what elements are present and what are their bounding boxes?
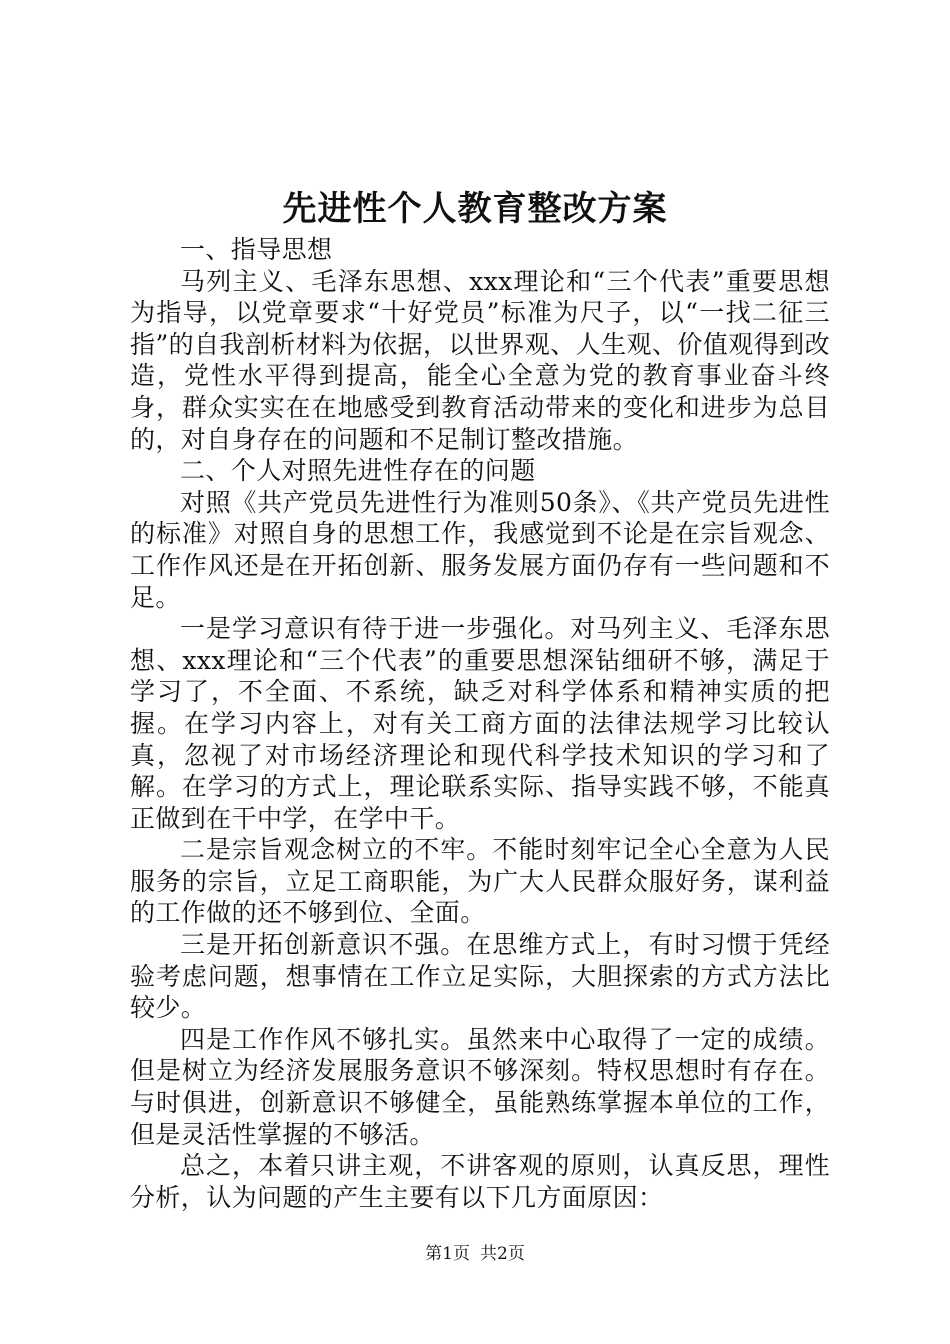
paragraph-problem-innovation: 三是开拓创新意识不强。在思维方式上，有时习惯于凭经验考虑问题，想事情在工作立足实际，大胆探索的方式方法比较少。 [130, 930, 830, 1023]
section-heading-guiding-ideology: 一、指导思想 [180, 235, 333, 264]
paragraph-problems-intro: 对照《共产党员先进性行为准则50条》、《共产党员先进性的标准》对照自身的思想工作，我感觉到不论是在宗旨观念、工作作风还是在开拓创新、服务发展方面仍存有一些问题和不足。 [130, 487, 830, 612]
page-number: 第1页 [425, 1244, 470, 1264]
document-title: 先进性个人教育整改方案 [282, 189, 668, 229]
page-total: 共2页 [480, 1244, 525, 1264]
page-footer [0, 1242, 950, 1266]
paragraph-problem-purpose: 二是宗旨观念树立的不牢。不能时刻牢记全心全意为人民服务的宗旨，立足工商职能，为广大人民群众服好务，谋利益的工作做的还不够到位、全面。 [130, 835, 830, 928]
document-body [130, 234, 830, 1213]
section-heading-problems: 二、个人对照先进性存在的问题 [180, 456, 536, 486]
paragraph-guiding-ideology: 马列主义、毛泽东思想、xxx理论和“三个代表”重要思想为指导，以党章要求“十好党员”标准为尺子，以“一找二征三指”的自我剖析材料为依据，以世界观、人生观、价值观得到改造，党性水平得到提高，能全心全意为党的教育事业奋斗终身，群众实实在在地感受到教育活动带来的变化和进步为总目的，对自身存在的问题和不足制订整改措施。 [130, 266, 830, 454]
paragraph-summary: 总之，本着只讲主观，不讲客观的原则，认真反思，理性分析，认为问题的产生主要有以下几方面原因： [130, 1151, 830, 1212]
paragraph-problem-work-style: 四是工作作风不够扎实。虽然来中心取得了一定的成绩。但是树立为经济发展服务意识不够深刻。特权思想时有存在。与时俱进，创新意识不够健全，虽能熟练掌握本单位的工作，但是灵活性掌握的不够活。 [130, 1024, 830, 1149]
paragraph-problem-study: 一是学习意识有待于进一步强化。对马列主义、毛泽东思想、xxx理论和“三个代表”的重要思想深钻细研不够，满足于学习了，不全面、不系统，缺乏对科学体系和精神实质的把握。在学习内容上，对有关工商方面的法律法规学习比较认真，忽视了对市场经济理论和现代科学技术知识的学习和了解。在学习的方式上，理论联系实际、指导实践不够，不能真正做到在干中学，在学中干。 [130, 614, 830, 833]
